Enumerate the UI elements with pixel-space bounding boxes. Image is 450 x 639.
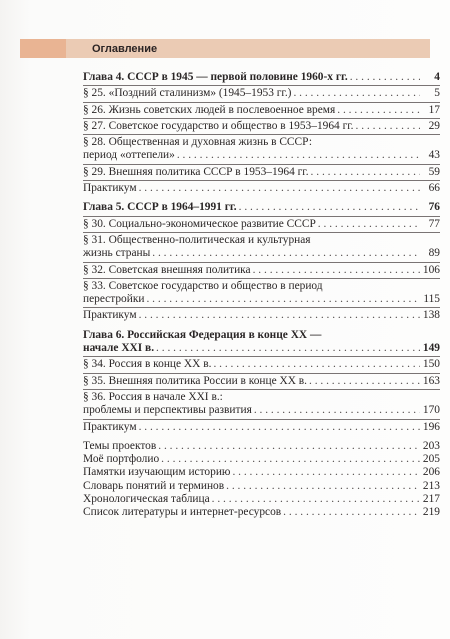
leader-dots: [161, 453, 420, 466]
separator-line: [83, 216, 440, 217]
appendix-entry-line: [83, 506, 440, 519]
toc-entry-line: [83, 309, 440, 322]
page-number: 59: [428, 165, 440, 178]
toc-entry-line: [83, 136, 440, 149]
toc-entry-text: жизнь страны: [83, 247, 151, 260]
toc-entry-text: период «оттепели»: [83, 149, 175, 162]
page-number: 115: [423, 293, 440, 306]
separator-line: [83, 85, 440, 86]
page-number: 5: [434, 87, 440, 100]
toc-entry-text: § 34. Россия в конце XX в.: [83, 358, 212, 371]
table-of-contents: [83, 71, 443, 520]
separator-line: [83, 118, 440, 119]
appendix-entry-line: [83, 453, 440, 466]
appendix-entry-text: Темы проектов: [83, 439, 157, 452]
toc-entry-text: Практикум: [83, 182, 137, 195]
toc-entry-line: [83, 234, 440, 247]
toc-entry-text: § 30. Социально-экономическое развитие СССР: [83, 217, 316, 230]
leader-dots: [239, 201, 420, 214]
leader-dots: [212, 493, 420, 506]
toc-entry-line: [83, 404, 440, 417]
toc-entry-line: [83, 421, 440, 434]
leader-dots: [156, 342, 420, 355]
toc-entry-line: [83, 247, 440, 260]
toc-entry-line: [83, 264, 440, 277]
leader-dots: [311, 166, 420, 179]
page-number: 4: [434, 71, 440, 83]
chapter-title-line: [83, 71, 440, 84]
page-number: 138: [422, 309, 440, 322]
page-number: 170: [422, 404, 440, 417]
toc-entry-line: [83, 218, 440, 231]
toc-entry-line: [83, 391, 440, 404]
leader-dots: [318, 218, 420, 231]
toc-entry-line: [83, 87, 440, 100]
toc-entry-line: [83, 149, 440, 162]
leader-dots: [152, 247, 420, 260]
header-bar: [66, 39, 430, 58]
page-number: 219: [422, 506, 440, 519]
toc-entry-line: [83, 358, 440, 371]
chapter-title-line: [83, 201, 440, 214]
page-number: 213: [422, 479, 440, 492]
separator-line: [83, 389, 440, 390]
page-number: 149: [422, 342, 440, 355]
page-number: 217: [422, 493, 440, 506]
page-number: 203: [422, 439, 440, 452]
toc-entry-line: [83, 104, 440, 117]
toc-entry-text: § 35. Внешняя политика России в конце XX в.: [83, 374, 308, 387]
chapter-title-line: [83, 342, 440, 355]
leader-dots: [253, 264, 420, 277]
separator-line: [83, 164, 440, 165]
page-number: 66: [428, 182, 440, 195]
toc-entry-text: § 36. Россия в начале XXI в.:: [83, 390, 223, 403]
chapter-title-text: Глава 4. СССР в 1945 — первой половине 1960-х гг.: [83, 71, 348, 83]
separator-line: [83, 262, 440, 263]
chapter-title-line: [83, 329, 440, 342]
chapter-block: [83, 201, 443, 322]
page-number: 205: [422, 453, 440, 466]
separator-line: [83, 232, 440, 233]
toc-entry-text: § 28. Общественная и духовная жизнь в СССР:: [83, 136, 313, 149]
appendix-entry-line: [83, 440, 440, 453]
toc-entry-text: Практикум: [83, 420, 137, 433]
appendix-entry-text: Список литературы и интернет-ресурсов: [83, 506, 282, 519]
separator-line: [83, 373, 440, 374]
chapter-block: [83, 329, 443, 434]
page-number: 106: [422, 263, 440, 276]
leader-dots: [309, 375, 420, 388]
page-number: 163: [422, 374, 440, 387]
appendix-list: [83, 440, 443, 520]
toc-entry-text: § 31. Общественно-политическая и культурная: [83, 233, 311, 246]
leader-dots: [213, 358, 420, 371]
toc-entry-text: § 32. Советская внешняя политика: [83, 263, 251, 276]
page-number: 76: [428, 201, 440, 214]
page-number: 206: [422, 466, 440, 479]
toc-entry-line: [83, 182, 440, 195]
toc-title: Оглавление: [92, 42, 158, 55]
leader-dots: [293, 87, 420, 100]
separator-line: [83, 102, 440, 103]
leader-dots: [283, 506, 420, 519]
toc-entry-text: проблемы и перспективы развития: [83, 404, 252, 417]
toc-entry-line: [83, 375, 440, 388]
appendix-entry-line: [83, 480, 440, 493]
toc-entry-line: [83, 166, 440, 179]
leader-dots: [139, 182, 420, 195]
leader-dots: [226, 480, 420, 493]
toc-header-band: [20, 39, 430, 58]
leader-dots: [158, 440, 420, 453]
appendix-entry-text: Словарь понятий и терминов: [83, 479, 225, 492]
leader-dots: [350, 71, 420, 84]
toc-entry-text: § 25. «Поздний сталинизм» (1945–1953 гг.): [83, 87, 292, 100]
leader-dots: [139, 421, 420, 434]
chapter-title-text: Глава 5. СССР в 1964–1991 гг.: [83, 201, 237, 214]
appendix-entry-text: Хронологическая таблица: [83, 493, 210, 506]
leader-dots: [139, 309, 420, 322]
page-number: 29: [428, 119, 440, 132]
toc-entry-text: перестройки: [83, 293, 145, 306]
separator-line: [83, 356, 440, 357]
toc-entry-text: § 33. Советское государство и общество в период: [83, 279, 323, 292]
separator-line: [83, 307, 440, 308]
leader-dots: [177, 149, 420, 162]
separator-line: [83, 419, 440, 420]
page-number: 89: [428, 247, 440, 260]
header-accent-stripe: [20, 39, 66, 58]
toc-entry-line: [83, 120, 440, 133]
leader-dots: [232, 466, 420, 479]
page-number: 77: [428, 217, 440, 230]
leader-dots: [146, 293, 420, 306]
toc-entry-text: § 29. Внешняя политика СССР в 1953–1964 гг.: [83, 165, 309, 178]
separator-line: [83, 278, 440, 279]
appendix-entry-line: [83, 466, 440, 479]
toc-entry-text: § 26. Жизнь советских людей в послевоенное время: [83, 103, 336, 116]
toc-entry-line: [83, 293, 440, 306]
toc-entry-text: § 27. Советское государство и общество в 1953–1964 гг.: [83, 119, 354, 132]
leader-dots: [337, 104, 420, 117]
leader-dots: [254, 404, 420, 417]
toc-entry-line: [83, 280, 440, 293]
chapter-block: [83, 71, 443, 195]
page-number: 17: [428, 103, 440, 116]
chapter-title-text: начале XXI в.: [83, 342, 155, 355]
appendix-entry-line: [83, 493, 440, 506]
appendix-entry-text: Памятки изучающим историю: [83, 466, 231, 479]
page-number: 43: [428, 149, 440, 162]
separator-line: [83, 180, 440, 181]
appendix-entry-text: Моё портфолио: [83, 453, 160, 466]
leader-dots: [356, 120, 421, 133]
page-number: 196: [422, 420, 440, 433]
toc-entry-text: Практикум: [83, 309, 137, 322]
separator-line: [83, 134, 440, 135]
page-number: 150: [422, 358, 440, 371]
chapter-title-text: Глава 6. Российская Федерация в конце XX —: [83, 328, 322, 341]
